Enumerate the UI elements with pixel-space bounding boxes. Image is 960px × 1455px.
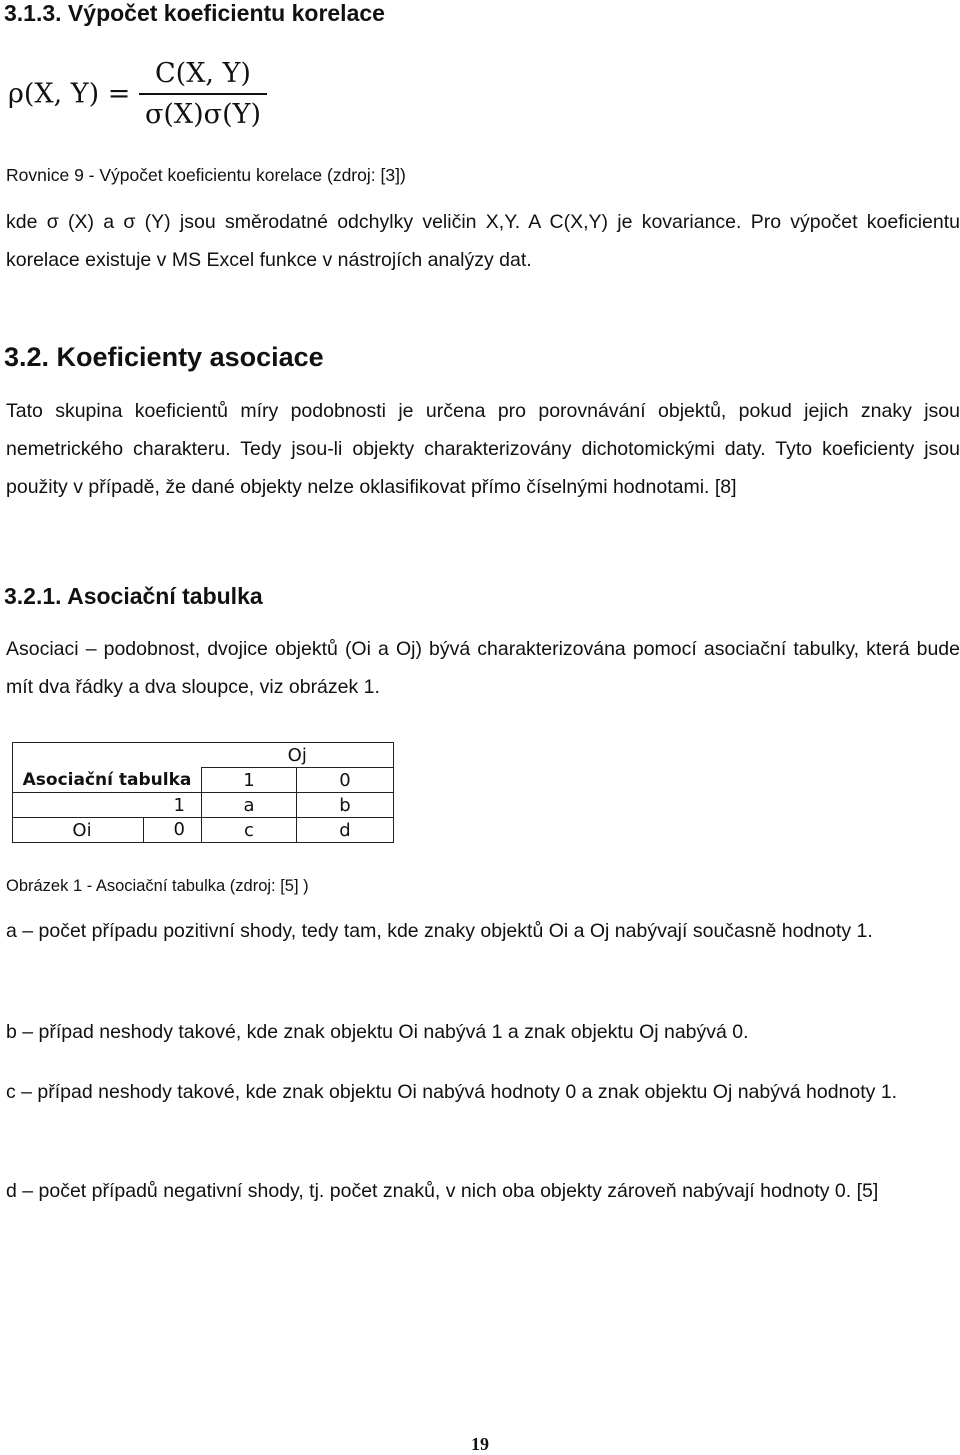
- cell-a: a: [202, 793, 297, 818]
- formula-fraction: [139, 58, 267, 130]
- row-header-1: 1: [13, 793, 202, 818]
- section-heading-3-2-1: 3.2.1. Asociační tabulka: [4, 583, 263, 609]
- row-header-cell: [13, 818, 202, 843]
- page-number: 19: [471, 1434, 489, 1454]
- equation-caption: Rovnice 9 - Výpočet koeficientu korelace (zdroj: [3]): [6, 165, 406, 185]
- association-table: [13, 743, 393, 842]
- col-header-0: 0: [297, 768, 394, 793]
- definition-d: d – počet případů negativní shody, tj. počet znaků, v nich oba objekty zároveň nabývají hodnoty 0. [5]: [6, 1180, 879, 1202]
- definition-c: c – případ neshody takové, kde znak objektu Oi nabývá hodnoty 0 a znak objektu Oj nabývá hodnoty 1.: [6, 1081, 898, 1103]
- row-header-0: 0: [143, 818, 201, 842]
- formula-numerator: C(X, Y): [139, 58, 267, 95]
- col-header-1: 1: [202, 768, 297, 793]
- paragraph-3-2-1: Asociaci – podobnost, dvojice objektů (Oi a Oj) bývá charakterizována pomocí asociační tabulky, která bude mít dva řádky a dva sloupce, viz obrázek 1.: [6, 638, 960, 698]
- formula-lhs: ρ(X, Y) =: [8, 78, 131, 110]
- section-heading-3-1-3: 3.1.3. Výpočet koeficientu korelace: [4, 0, 385, 26]
- association-table-figure: [12, 742, 394, 843]
- row-group-oi: Oi: [72, 819, 92, 841]
- definition-b: b – případ neshody takové, kde znak objektu Oi nabývá 1 a znak objektu Oj nabývá 0.: [6, 1021, 749, 1043]
- cell-d: d: [297, 818, 394, 843]
- paragraph-3-2: Tato skupina koeficientů míry podobnosti je určena pro porovnávání objektů, pokud jejich znaky jsou nemetrického charakteru. Tedy jsou-li objekty charakterizovány dichotomickými daty. Tyto koeficienty jsou použity v případě, že dané objekty nelze oklasifikovat přímo číselnými hodnotami. [8]: [6, 400, 960, 498]
- cell-b: b: [297, 793, 394, 818]
- section-heading-3-2: 3.2. Koeficienty asociace: [4, 342, 324, 372]
- table-corner-label: Asociační tabulka: [13, 768, 202, 793]
- formula-denominator: σ(X)σ(Y): [144, 99, 261, 130]
- definition-a: a – počet případu pozitivní shody, tedy tam, kde znaky objektů Oi a Oj nabývají současně hodnoty 1.: [6, 920, 873, 942]
- cell-c: c: [244, 819, 254, 841]
- correlation-formula: [8, 58, 267, 130]
- paragraph-sigma: kde σ (X) a σ (Y) jsou směrodatné odchylky veličin X,Y. A C(X,Y) je kovariance. Pro výpočet koeficientu korelace existuje v MS Excel funkce v nástrojích analýzy dat.: [6, 211, 960, 271]
- col-group-oj: Oj: [202, 743, 394, 768]
- figure-caption: Obrázek 1 - Asociační tabulka (zdroj: [5] ): [6, 877, 309, 895]
